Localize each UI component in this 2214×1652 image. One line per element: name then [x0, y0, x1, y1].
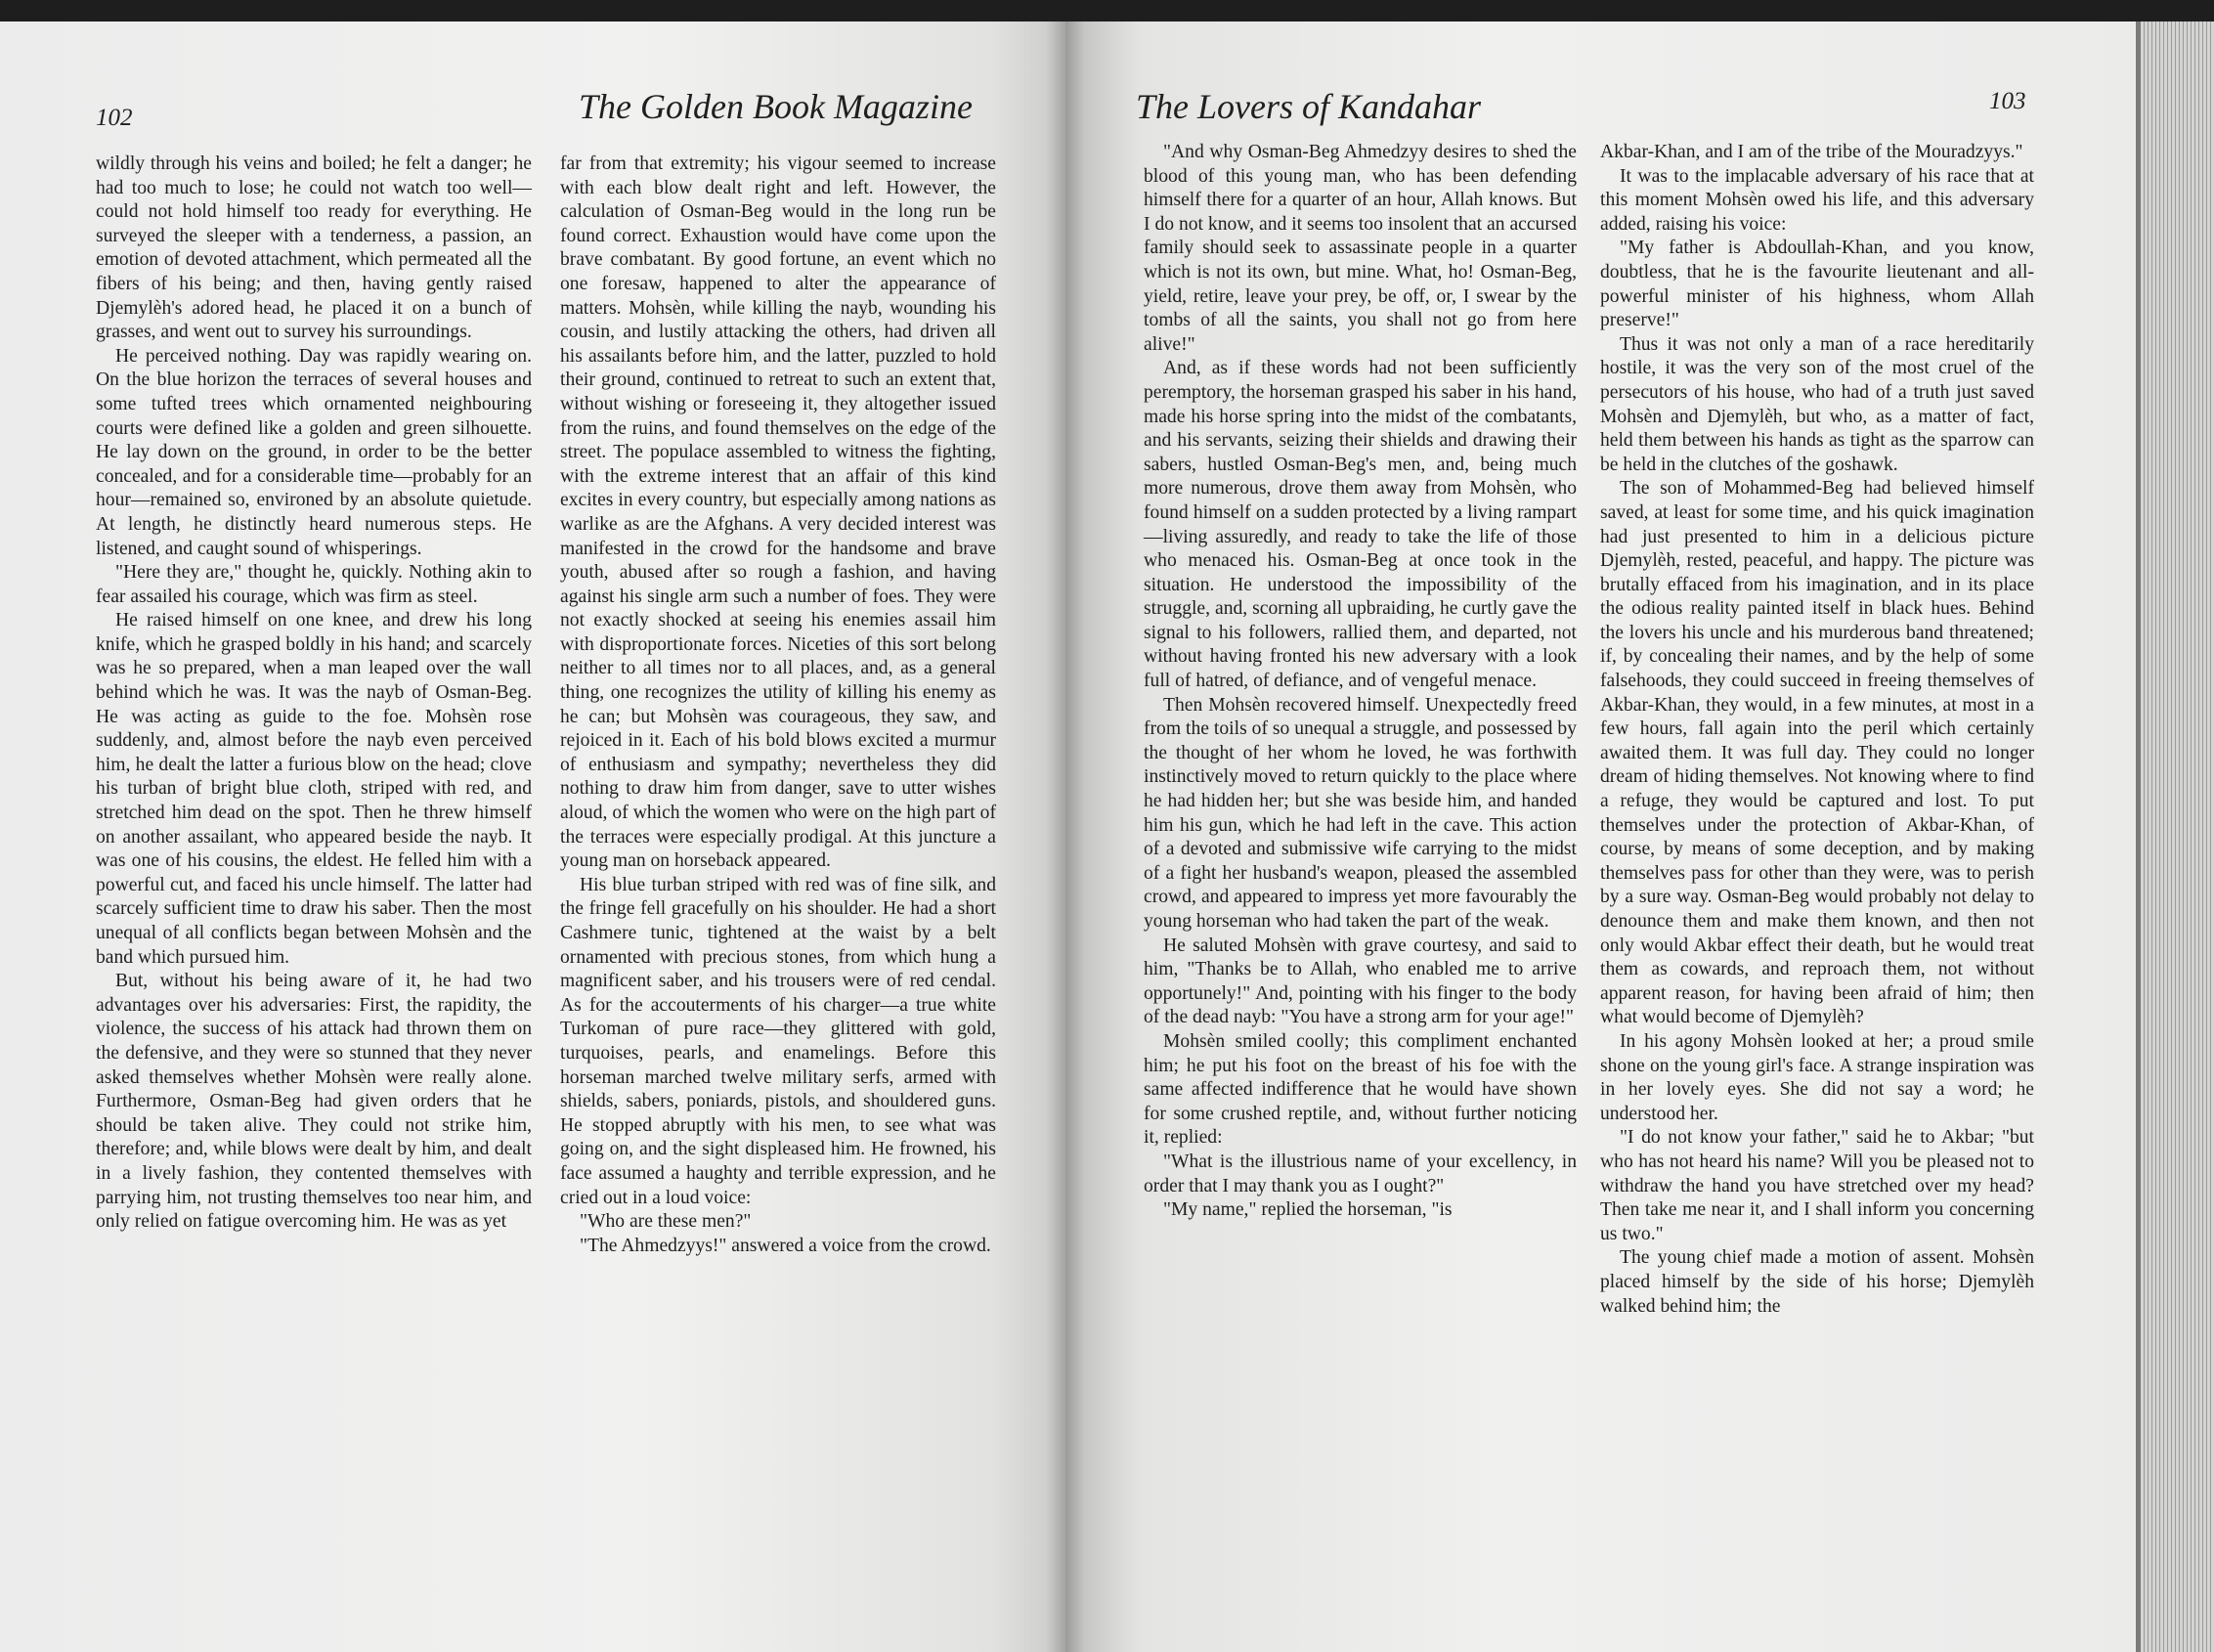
paragraph: far from that extremity; his vigour seemed to increase with each blow dealt right and left. However, the calculation of Osman-Beg would in the long run be found correct. Exhaustion would have come upon the brave combatant. By good fortune, an event which no one foresaw, happened to alter the appearance of matters. Mohsèn, while killing the nayb, wounding his cousin, and lustily attacking the others, had driven all his assailants before him, and the latter, puzzled to hold their ground, continued to retreat to such an extent that, without wishing or foreseeing it, they altogether issued from the ruins, and found themselves on the edge of the street. The populace assembled to witness the fighting, with the extreme interest that an affair of this kind excites in every country, but especially among nations as warlike as are the Afghans. A very decided interest was manifested in the crowd for the handsome and brave youth, abused after so rough a fashion, and having against his single arm such a number of foes. They were not exactly shocked at seeing his enemies assail him with disproportionate forces. Niceties of this sort belong neither to all times nor to all places, and, as a general thing, one recognizes the utility of killing his enemy as he can; but Mohsèn was courageous, they saw, and rejoiced in it. Each of his bold blows excited a murmur of enthusiasm and sympathy; nevertheless they did nothing to draw him from danger, save to utter wishes aloud, of which the women who were on the high part of the terraces were especially prodigal. At this juncture a young man on horseback appeared.: [560, 153, 996, 872]
paragraph: But, without his being aware of it, he had two advantages over his adversaries: First, the rapidity, the violence, the success of his attack had thrown them on the defensive, and they were so stunned that they never asked themselves whether Mohsèn were really alone. Furthermore, Osman-Beg had given orders that he should be taken alive. They could not strike him, therefore; and, while blows were dealt by him, and dealt in a lively fashion, they contented themselves with parrying him, not trusting themselves too near him, and only relied on fatigue overcoming him. He was as yet: [96, 971, 532, 1233]
paragraph: And, as if these words had not been sufficiently peremptory, the horseman grasped his saber in his hand, made his horse spring into the midst of the combatants, and his servants, seizing their shields and drawing their sabers, hustled Osman-Beg's men, and, being much more numerous, drove them away from Mohsèn, who found himself on a sudden protected by a living rampart—living assuredly, and ready to take the life of those who menaced his. Osman-Beg at once took in the situation. He understood the impossibility of the struggle, and, scorning all upbraiding, he curtly gave the signal to his followers, rallied them, and departed, not without having fronted his new adversary with a look full of hatred, of defiance, and of vengeful menace.: [1144, 358, 1577, 692]
scan-top-border: [0, 0, 2214, 22]
paragraph: wildly through his veins and boiled; he felt a danger; he had too much to lose; he could not watch too well—could not hold himself too ready for everything. He surveyed the sleeper with a tenderness, a passion, an emotion of devoted attachment, which permeated all the fibers of his being; and then, having gently raised Djemylèh's adored head, he placed it on a bunch of grasses, and went out to survey his surroundings.: [96, 153, 532, 343]
paragraph: The young chief made a motion of assent. Mohsèn placed himself by the side of his horse; Djemylèh walked behind him; the: [1600, 1247, 2034, 1317]
right-page: [1065, 22, 2141, 1652]
paragraph: Then Mohsèn recovered himself. Unexpectedly freed from the toils of so unequal a struggle, and possessed by the thought of her whom he loved, he was forthwith instinctively moved to return quickly to the place where he had hidden her; but she was beside him, and handed him his gun, which he had left in the cave. This action of a devoted and submissive wife carrying to the midst of a fight her husband's weapon, pleased the assembled crowd, and appeared to impress yet more favourably the young horseman who had taken the part of the weak.: [1144, 694, 1577, 932]
running-head: The Lovers of Kandahar: [1136, 87, 1482, 126]
paragraph: "And why Osman-Beg Ahmedzyy desires to shed the blood of this young man, who has been defending himself there for a quarter of an hour, Allah knows. But I do not know, and it seems too insolent that an accursed family should seek to assassinate people in a quarter which is not its own, but mine. What, ho! Osman-Beg, yield, retire, leave your prey, be off, or, I swear by the tombs of all the saints, you shall not go from here alive!": [1144, 142, 1577, 355]
text-column-2: [1600, 141, 2034, 1319]
book-gutter-shadow: [1046, 22, 1085, 1652]
paragraph: "My father is Abdoullah-Khan, and you know, doubtless, that he is the favourite lieutenant and all-powerful minister of his highness, whom Allah preserve!": [1600, 238, 2034, 331]
paragraph: He saluted Mohsèn with grave courtesy, and said to him, "Thanks be to Allah, who enabled me to arrive opportunely!" And, pointing with his finger to the body of the dead nayb: "You have a strong arm for your age!": [1144, 935, 1577, 1028]
paragraph: His blue turban striped with red was of fine silk, and the fringe fell gracefully on his shoulder. He had a short Cashmere tunic, tightened at the waist by a belt ornamented with precious stones, from which hung a magnificent saber, and his trousers were of red cendal. As for the accouterments of his charger—a true white Turkoman of pure race—they glittered with gold, turquoises, pearls, and enamelings. Before this horseman marched twelve military serfs, armed with shields, sabers, poniards, pistols, and shouldered guns. He stopped abruptly with his men, to see what was going on, and the sight displeased him. He frowned, his face assumed a haughty and terrible expression, and he cried out in a loud voice:: [560, 874, 996, 1208]
paragraph: Mohsèn smiled coolly; this compliment enchanted him; he put his foot on the breast of his foe with the same affected indifference that he would have shown for some crushed reptile, and, without further noticing it, replied:: [1144, 1030, 1577, 1149]
paragraph: "Who are these men?": [580, 1211, 752, 1233]
paragraph: The son of Mohammed-Beg had believed himself saved, at least for some time, and his quick imagination had just presented to him in a delicious picture Djemylèh, rested, peaceful, and happy. The picture was brutally effaced from his imagination, and in its place the odious reality painted itself in black hues. Behind the lovers his uncle and his murderous band threatened; if, by concealing their names, and by the help of some falsehoods, they could succeed in freeing themselves of Akbar-Khan, they would, in a few minutes, at most in a few hours, fall again into the peril which certainly awaited them. It was full day. They could no longer dream of hiding themselves. Not knowing where to find a refuge, they would be captured and lost. To put themselves under the protection of Akbar-Khan, of course, by means of some deception, and by making themselves pass for other than they were, was to perish by a sure way. Osman-Beg would probably not delay to denounce them and make them known, and then not only would Akbar effect their death, but he would treat them as cowards, and reproach them, not without apparent reason, for having been afraid of him; then what would become of Djemylèh?: [1600, 478, 2034, 1028]
paragraph: In his agony Mohsèn looked at her; a proud smile shone on the young girl's face. A strange inspiration was in her lovely eyes. She did not say a word; he understood her.: [1600, 1030, 2034, 1124]
page-stack-edge: [2141, 22, 2214, 1652]
page-number: 103: [1989, 88, 2026, 114]
text-column-2: [560, 152, 996, 1258]
paragraph: "Here they are," thought he, quickly. Nothing akin to fear assailed his courage, which was firm as steel.: [96, 562, 532, 607]
running-head: The Golden Book Magazine: [579, 87, 973, 126]
text-column-1: [96, 152, 532, 1235]
paragraph: Thus it was not only a man of a race hereditarily hostile, it was the very son of the most cruel of the persecutors of his house, who had of a truth just saved Mohsèn and Djemylèh, but who, as a matter of fact, held them between his hands as tight as the sparrow can be held in the clutches of the goshawk.: [1600, 333, 2034, 475]
paragraph: "What is the illustrious name of your excellency, in order that I may thank you as I ought?": [1144, 1151, 1577, 1196]
left-page: [0, 22, 1065, 1652]
paragraph: "I do not know your father," said he to Akbar; "but who has not heard his name? Will you be pleased not to withdraw the hand you have stretched over my head? Then take me near it, and I shall inform you concerning us two.": [1600, 1127, 2034, 1244]
paragraph: "The Ahmedzyys!" answered a voice from the crowd.: [580, 1235, 991, 1256]
paragraph: Akbar-Khan, and I am of the tribe of the Mouradzyys.": [1600, 142, 2023, 162]
paragraph: "My name," replied the horseman, "is: [1163, 1199, 1453, 1221]
text-column-1: [1144, 141, 1577, 1223]
paragraph: He perceived nothing. Day was rapidly wearing on. On the blue horizon the terraces of several houses and some tufted trees which ornamented neighbouring courts were defined like a golden and green silhouette. He lay down on the ground, in order to be the better concealed, and for a considerable time—probably for an hour—remained so, environed by an absolute quietude. At length, he distinctly heard numerous steps. He listened, and caught sound of whisperings.: [96, 345, 532, 559]
paragraph: He raised himself on one knee, and drew his long knife, which he grasped boldly in his hand; and scarcely was he so prepared, when a man leaped over the wall behind which he was. It was the nayb of Osman-Beg. He was acting as guide to the foe. Mohsèn rose suddenly, and, almost before the nayb even perceived him, he dealt the latter a furious blow on the head; clove his turban of bright blue cloth, striped with red, and stretched him dead on the spot. Then he threw himself on another assailant, who appeared beside the nayb. It was one of his cousins, the eldest. He felled him with a powerful cut, and faced his uncle himself. The latter had scarcely sufficient time to draw his saber. Then the most unequal of all conflicts began between Mohsèn and the band which pursued him.: [96, 610, 532, 968]
page-number: 102: [96, 105, 133, 131]
paragraph: It was to the implacable adversary of his race that at this moment Mohsèn owed his life, and this adversary added, raising his voice:: [1600, 165, 2034, 235]
